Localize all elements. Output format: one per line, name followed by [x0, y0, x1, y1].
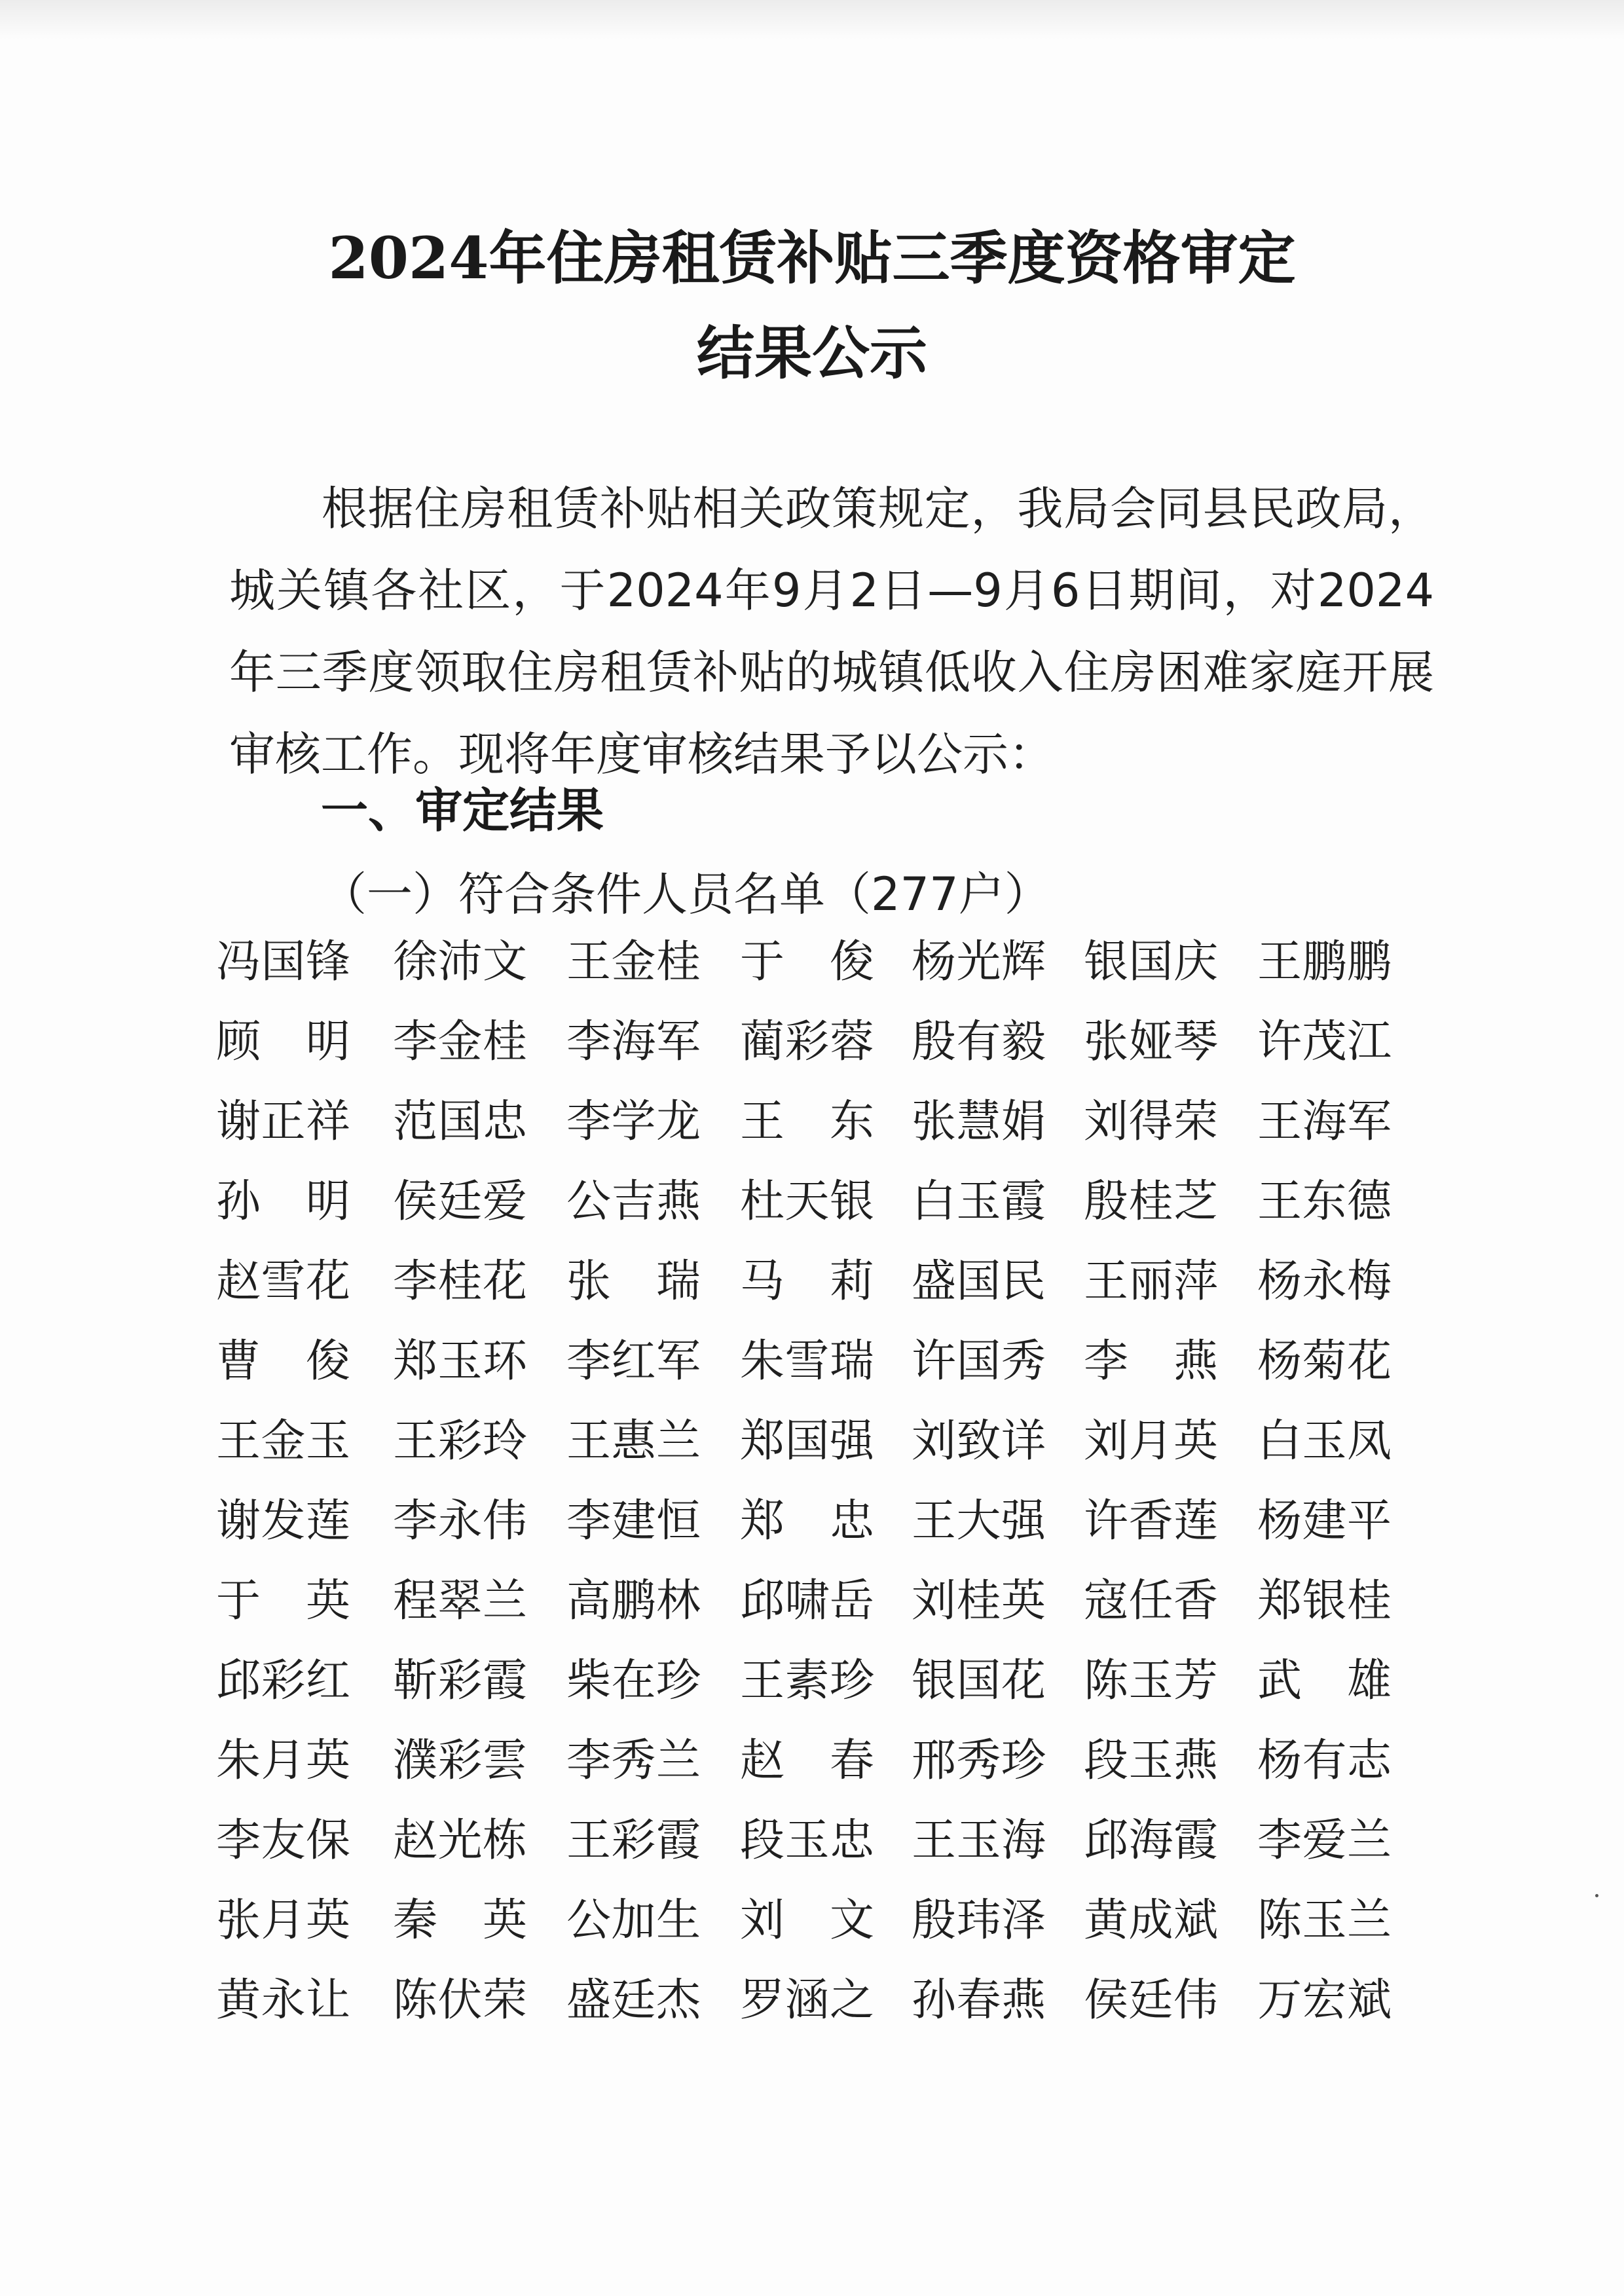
name-entry: 邱啸岳 [740, 1575, 874, 1627]
name-row [216, 1492, 1460, 1572]
name-entry: 李学龙 [566, 1096, 701, 1148]
name-entry: 殷玮泽 [912, 1895, 1046, 1946]
name-entry: 王素珍 [740, 1655, 874, 1707]
name-entry: 赵雪花 [216, 1256, 350, 1307]
name-entry: 杨建平 [1257, 1495, 1392, 1547]
name-entry: 公吉燕 [566, 1176, 701, 1228]
name-entry: 银国花 [912, 1655, 1046, 1707]
name-entry: 王玉海 [912, 1815, 1046, 1867]
name-entry: 徐沛文 [393, 936, 527, 988]
section-heading: 一、审定结果 [321, 783, 604, 838]
name-entry: 李建恒 [566, 1495, 701, 1547]
name-entry: 王金玉 [216, 1415, 350, 1467]
name-entry: 许茂江 [1257, 1016, 1392, 1068]
name-row [216, 1572, 1460, 1652]
name-entry: 王鹏鹏 [1257, 936, 1392, 988]
name-entry: 邱彩红 [216, 1655, 350, 1707]
name-entry: 王彩玲 [393, 1415, 527, 1467]
name-entry: 冯国锋 [216, 936, 350, 988]
name-entry: 刘桂英 [912, 1575, 1046, 1627]
name-entry: 王海军 [1257, 1096, 1392, 1148]
name-entry: 程翠兰 [393, 1575, 527, 1627]
name-entry: 许国秀 [912, 1336, 1046, 1387]
name-entry: 殷桂芝 [1084, 1176, 1218, 1228]
name-row [216, 1412, 1460, 1492]
name-entry: 陈玉芳 [1084, 1655, 1218, 1707]
name-entry: 李秀兰 [566, 1735, 701, 1787]
name-entry: 王金桂 [566, 936, 701, 988]
name-entry: 李永伟 [393, 1495, 527, 1547]
name-entry: 王大强 [912, 1495, 1046, 1547]
name-entry: 白玉霞 [912, 1176, 1046, 1228]
name-entry: 许香莲 [1084, 1495, 1218, 1547]
name-entry: 李桂花 [393, 1256, 527, 1307]
name-entry: 黄永让 [216, 1975, 350, 2026]
document-title-line-2: 结果公示 [696, 319, 927, 387]
name-entry: 罗涵之 [740, 1975, 874, 2026]
name-row [216, 1173, 1460, 1252]
name-entry: 侯廷伟 [1084, 1975, 1218, 2026]
name-entry: 白玉凤 [1257, 1415, 1392, 1467]
name-entry: 郑玉环 [393, 1336, 527, 1387]
name-entry: 李燕 [1084, 1336, 1218, 1387]
name-entry: 段玉燕 [1084, 1735, 1218, 1787]
name-row [216, 1652, 1460, 1732]
name-entry: 朱雪瑞 [740, 1336, 874, 1387]
name-row [216, 1093, 1460, 1173]
scan-speck [1595, 1894, 1598, 1897]
name-entry: 靳彩霞 [393, 1655, 527, 1707]
name-entry: 寇任香 [1084, 1575, 1218, 1627]
name-entry: 赵春 [740, 1735, 874, 1787]
name-entry: 郑忠 [740, 1495, 874, 1547]
name-entry: 于俊 [740, 936, 874, 988]
name-entry: 王彩霞 [566, 1815, 701, 1867]
name-entry: 万宏斌 [1257, 1975, 1392, 2026]
name-entry: 杨有志 [1257, 1735, 1392, 1787]
name-entry: 盛国民 [912, 1256, 1046, 1307]
name-entry: 刘致详 [912, 1415, 1046, 1467]
name-row [216, 1891, 1460, 1971]
name-entry: 郑银桂 [1257, 1575, 1392, 1627]
intro-text: 根据住房租赁补贴相关政策规定，我局会同县民政局，城关镇各社区，于2024年9月2日—9月6日期间，对2024年三季度领取住房租赁补贴的城镇低收入住房困难家庭开展审核工作。现将年度审核结果予以公示： [229, 482, 1434, 781]
name-entry: 杜天银 [740, 1176, 874, 1228]
name-entry: 刘得荣 [1084, 1096, 1218, 1148]
name-row [216, 1732, 1460, 1812]
intro-paragraph [229, 468, 1434, 795]
name-entry: 李海军 [566, 1016, 701, 1068]
name-entry: 郑国强 [740, 1415, 874, 1467]
name-entry: 杨光辉 [912, 936, 1046, 988]
name-entry: 刘文 [740, 1895, 874, 1946]
name-entry: 黄成斌 [1084, 1895, 1218, 1946]
name-entry: 范国忠 [393, 1096, 527, 1148]
name-entry: 李爱兰 [1257, 1815, 1392, 1867]
name-entry: 盛廷杰 [566, 1975, 701, 2026]
name-entry: 张慧娟 [912, 1096, 1046, 1148]
name-entry: 武雄 [1257, 1655, 1392, 1707]
name-row [216, 1971, 1460, 2051]
name-entry: 谢发莲 [216, 1495, 350, 1547]
name-entry: 张娅琴 [1084, 1016, 1218, 1068]
name-entry: 王东 [740, 1096, 874, 1148]
scan-edge-shadow [0, 0, 1624, 39]
eligible-names-list [216, 933, 1460, 2051]
name-entry: 张月英 [216, 1895, 350, 1946]
document-title-line-1: 2024年住房租赁补贴三季度资格审定 [328, 224, 1296, 292]
name-entry: 孙春燕 [912, 1975, 1046, 2026]
name-entry: 谢正祥 [216, 1096, 350, 1148]
name-row [216, 1812, 1460, 1891]
name-entry: 殷有毅 [912, 1016, 1046, 1068]
name-entry: 杨永梅 [1257, 1256, 1392, 1307]
name-entry: 李友保 [216, 1815, 350, 1867]
name-entry: 李金桂 [393, 1016, 527, 1068]
name-entry: 秦英 [393, 1895, 527, 1946]
name-entry: 于英 [216, 1575, 350, 1627]
name-entry: 刘月英 [1084, 1415, 1218, 1467]
name-entry: 孙明 [216, 1176, 350, 1228]
name-entry: 王惠兰 [566, 1415, 701, 1467]
name-entry: 陈玉兰 [1257, 1895, 1392, 1946]
name-entry: 王丽萍 [1084, 1256, 1218, 1307]
name-entry: 柴在珍 [566, 1655, 701, 1707]
name-row [216, 1013, 1460, 1093]
name-entry: 濮彩雲 [393, 1735, 527, 1787]
name-entry: 邢秀珍 [912, 1735, 1046, 1787]
name-entry: 蔺彩蓉 [740, 1016, 874, 1068]
name-entry: 马莉 [740, 1256, 874, 1307]
name-entry: 段玉忠 [740, 1815, 874, 1867]
name-entry: 王东德 [1257, 1176, 1392, 1228]
name-row [216, 933, 1460, 1013]
name-entry: 张瑞 [566, 1256, 701, 1307]
name-entry: 陈伏荣 [393, 1975, 527, 2026]
name-entry: 侯廷爱 [393, 1176, 527, 1228]
name-row [216, 1332, 1460, 1412]
name-entry: 高鹏林 [566, 1575, 701, 1627]
subsection-heading: （一）符合条件人员名单（277户） [321, 867, 1050, 921]
name-entry: 顾明 [216, 1016, 350, 1068]
name-entry: 杨菊花 [1257, 1336, 1392, 1387]
name-entry: 曹俊 [216, 1336, 350, 1387]
name-entry: 李红军 [566, 1336, 701, 1387]
name-entry: 赵光栋 [393, 1815, 527, 1867]
name-row [216, 1252, 1460, 1332]
name-entry: 邱海霞 [1084, 1815, 1218, 1867]
name-entry: 朱月英 [216, 1735, 350, 1787]
name-entry: 银国庆 [1084, 936, 1218, 988]
name-entry: 公加生 [566, 1895, 701, 1946]
